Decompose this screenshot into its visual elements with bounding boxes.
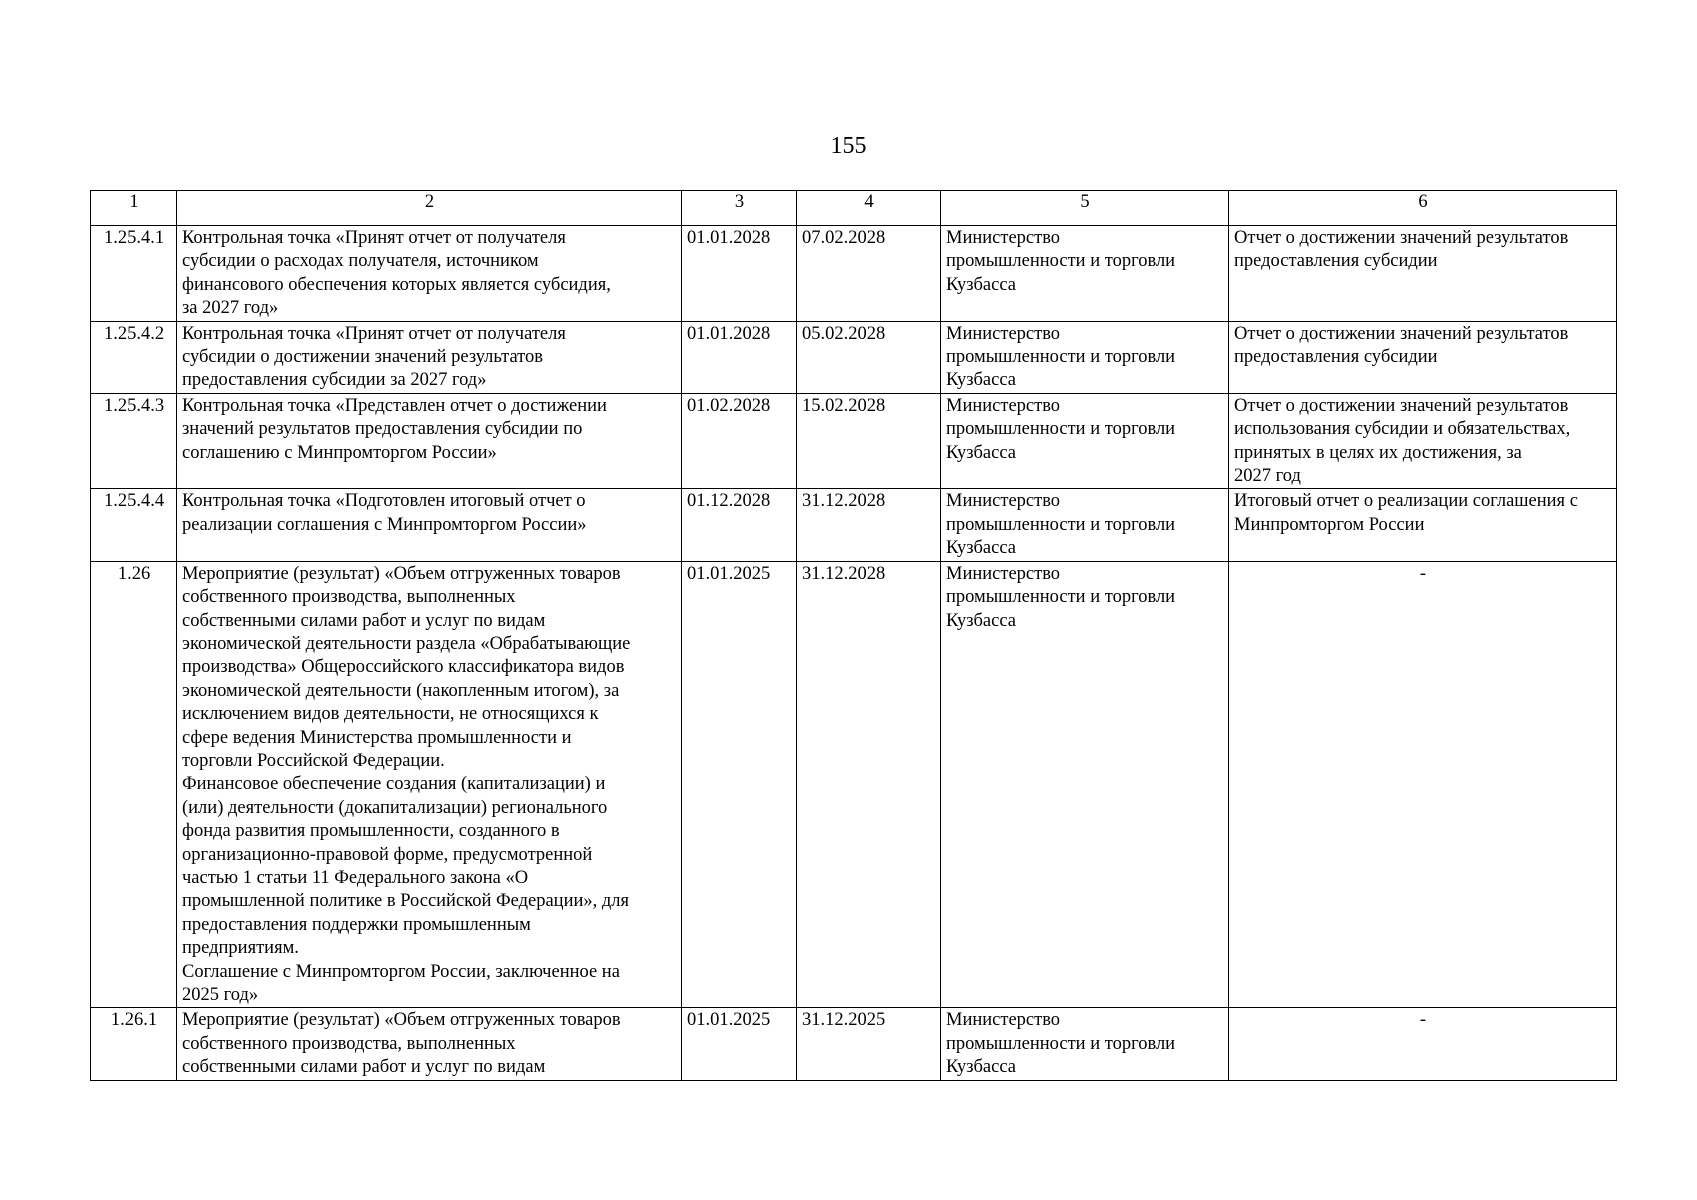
table-row — [91, 226, 1617, 322]
row-start-date: 01.12.2028 — [682, 489, 797, 561]
row-executor: Министерство промышленности и торговли Кузбасса — [941, 393, 1229, 489]
row-name: Контрольная точка «Принят отчет от получателя субсидии о достижении значений результатов предоставления субсидии за 2027 год» — [177, 321, 682, 393]
column-header-3: 3 — [682, 191, 797, 226]
row-result: - — [1229, 1008, 1617, 1080]
row-number: 1.25.4.2 — [91, 321, 177, 393]
row-result: Итоговый отчет о реализации соглашения с Минпромторгом России — [1229, 489, 1617, 561]
column-header-6: 6 — [1229, 191, 1617, 226]
row-result: Отчет о достижении значений результатов предоставления субсидии — [1229, 226, 1617, 322]
row-executor: Министерство промышленности и торговли Кузбасса — [941, 226, 1229, 322]
row-executor: Министерство промышленности и торговли Кузбасса — [941, 561, 1229, 1008]
column-header-5: 5 — [941, 191, 1229, 226]
page-number: 155 — [830, 133, 867, 159]
column-header-2: 2 — [177, 191, 682, 226]
row-end-date: 07.02.2028 — [797, 226, 941, 322]
row-result: Отчет о достижении значений результатов предоставления субсидии — [1229, 321, 1617, 393]
row-name: Мероприятие (результат) «Объем отгруженных товаров собственного производства, выполненных собственными силами работ и услуг по видам экономической деятельности раздела «Обрабатывающие производства» Общероссийского классификатора видов экономической деятельности (накопленным итогом), за исключением видов деятельности, не относящихся к сфере ведения Министерства промышленности и торговли Российской Федерации. Финансовое обеспечение создания (капитализации) и (или) деятельности (докапитализации) регионального фонда развития промышленности, созданного в организационно-правовой форме, предусмотренной частью 1 статьи 11 Федерального закона «О промышленной политике в Российской Федерации», для предоставления поддержки промышленным предприятиям. Соглашение с Минпромторгом России, заключенное на 2025 год» — [177, 561, 682, 1008]
row-number: 1.25.4.3 — [91, 393, 177, 489]
plan-table — [90, 190, 1617, 1081]
row-end-date: 15.02.2028 — [797, 393, 941, 489]
table-row — [91, 321, 1617, 393]
row-result: Отчет о достижении значений результатов использования субсидии и обязательствах, принятых в целях их достижения, за 2027 год — [1229, 393, 1617, 489]
row-result: - — [1229, 561, 1617, 1008]
column-header-1: 1 — [91, 191, 177, 226]
row-name: Контрольная точка «Представлен отчет о достижении значений результатов предоставления субсидии по соглашению с Минпромторгом России» — [177, 393, 682, 489]
table-row — [91, 561, 1617, 1008]
row-executor: Министерство промышленности и торговли Кузбасса — [941, 321, 1229, 393]
row-executor: Министерство промышленности и торговли Кузбасса — [941, 489, 1229, 561]
row-number: 1.26 — [91, 561, 177, 1008]
row-name: Мероприятие (результат) «Объем отгруженных товаров собственного производства, выполненных собственными силами работ и услуг по видам — [177, 1008, 682, 1080]
column-number-row — [91, 191, 1617, 226]
table-row — [91, 489, 1617, 561]
row-end-date: 31.12.2028 — [797, 489, 941, 561]
row-name: Контрольная точка «Подготовлен итоговый отчет о реализации соглашения с Минпромторгом России» — [177, 489, 682, 561]
row-name: Контрольная точка «Принят отчет от получателя субсидии о расходах получателя, источником финансового обеспечения которых является субсидия, за 2027 год» — [177, 226, 682, 322]
table-row — [91, 1008, 1617, 1080]
row-end-date: 31.12.2025 — [797, 1008, 941, 1080]
row-start-date: 01.02.2028 — [682, 393, 797, 489]
row-number: 1.26.1 — [91, 1008, 177, 1080]
row-start-date: 01.01.2028 — [682, 226, 797, 322]
row-start-date: 01.01.2025 — [682, 1008, 797, 1080]
table-row — [91, 393, 1617, 489]
row-number: 1.25.4.4 — [91, 489, 177, 561]
row-executor: Министерство промышленности и торговли Кузбасса — [941, 1008, 1229, 1080]
row-end-date: 31.12.2028 — [797, 561, 941, 1008]
column-header-4: 4 — [797, 191, 941, 226]
row-start-date: 01.01.2025 — [682, 561, 797, 1008]
row-end-date: 05.02.2028 — [797, 321, 941, 393]
row-number: 1.25.4.1 — [91, 226, 177, 322]
row-start-date: 01.01.2028 — [682, 321, 797, 393]
